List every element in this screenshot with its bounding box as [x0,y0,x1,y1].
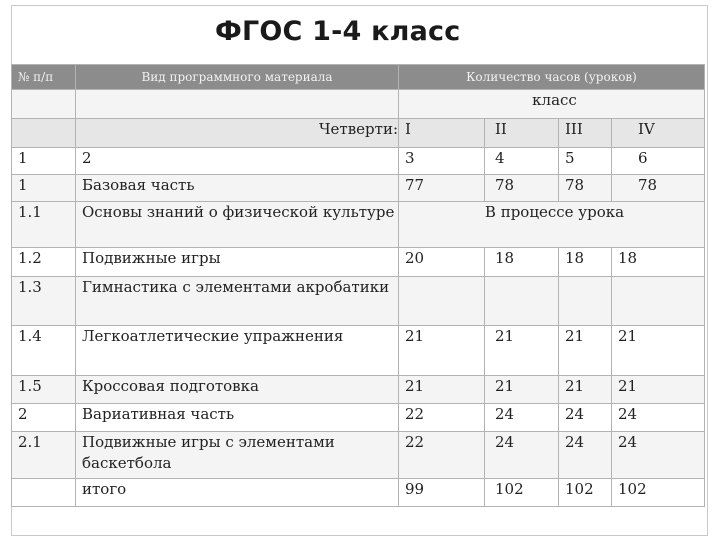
row-value: 21 [399,326,485,376]
row-num: 1 [12,148,76,175]
row-value: 102 [485,479,559,507]
row-num [12,479,76,507]
table-row [12,326,705,376]
row-num: 2.1 [12,432,76,479]
table-row [12,277,705,326]
row-name: итого [76,479,399,507]
table-row [12,404,705,432]
row-value: 99 [399,479,485,507]
row-value: 102 [559,479,612,507]
row-value: 20 [399,248,485,277]
row-value: 78 [559,175,612,202]
class-label: класс [399,90,705,119]
page-title: ФГОС 1-4 класс [215,16,461,47]
class-row [12,90,705,119]
row-value: 21 [612,376,705,404]
row-value: 24 [612,432,705,479]
row-span-note: В процессе урока [399,202,705,248]
row-value: 21 [612,326,705,376]
quarters-label: Четверти: [76,119,399,148]
table-row [12,432,705,479]
row-value: 24 [612,404,705,432]
row-value: 102 [612,479,705,507]
quarter-label: IV [612,119,705,148]
row-value [559,277,612,326]
table-total-row [12,479,705,507]
row-value: 22 [399,404,485,432]
row-name: 2 [76,148,399,175]
row-value: 6 [612,148,705,175]
row-num: 2 [12,404,76,432]
row-name: Базовая часть [76,175,399,202]
row-value: 21 [485,326,559,376]
row-num: 1.4 [12,326,76,376]
row-name: Основы знаний о физической культуре [76,202,399,248]
row-value: 21 [559,326,612,376]
row-value: 78 [485,175,559,202]
row-value: 24 [559,404,612,432]
row-num: 1.3 [12,277,76,326]
header-material: Вид программного материала [76,65,399,90]
header-num: № п/п [12,65,76,90]
row-value: 24 [485,432,559,479]
row-value: 18 [485,248,559,277]
row-name: Легкоатлетические упражнения [76,326,399,376]
table-row [12,148,705,175]
quarter-label: II [485,119,559,148]
table-row [12,175,705,202]
row-value [399,277,485,326]
row-value: 24 [559,432,612,479]
header-hours: Количество часов (уроков) [399,65,705,90]
row-value: 21 [559,376,612,404]
row-value [612,277,705,326]
row-value: 4 [485,148,559,175]
hours-table [11,64,705,507]
quarters-row [12,119,705,148]
row-num: 1.5 [12,376,76,404]
row-value: 21 [485,376,559,404]
row-value: 18 [612,248,705,277]
row-value: 24 [485,404,559,432]
table-header-row [12,65,705,90]
row-value: 5 [559,148,612,175]
table-row [12,202,705,248]
row-name: Подвижные игры с элементами баскетбола [76,432,399,479]
row-value: 78 [612,175,705,202]
row-value [485,277,559,326]
row-name: Вариативная часть [76,404,399,432]
row-num: 1.1 [12,202,76,248]
row-value: 3 [399,148,485,175]
quarter-label: III [559,119,612,148]
row-value: 77 [399,175,485,202]
table-row [12,376,705,404]
row-name: Подвижные игры [76,248,399,277]
row-value: 18 [559,248,612,277]
row-num: 1.2 [12,248,76,277]
row-name: Гимнастика с элементами акробатики [76,277,399,326]
row-name: Кроссовая подготовка [76,376,399,404]
row-value: 22 [399,432,485,479]
quarter-label: I [399,119,485,148]
table-row [12,248,705,277]
row-num: 1 [12,175,76,202]
row-value: 21 [399,376,485,404]
